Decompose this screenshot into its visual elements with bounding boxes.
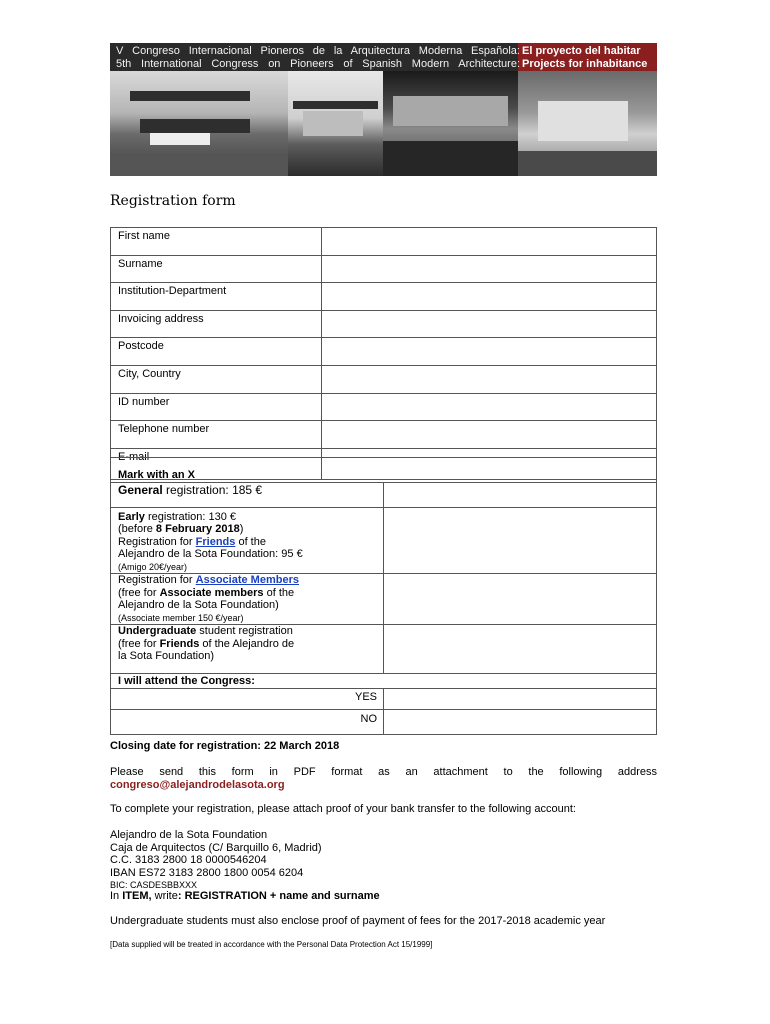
attend-no-box[interactable] [384, 709, 657, 734]
house-photo [288, 71, 383, 176]
attend-header: I will attend the Congress: [111, 674, 657, 689]
closing-date: Closing date for registration: 22 March 2018 [110, 740, 340, 752]
exhibition-photo [518, 71, 657, 176]
personal-field-input[interactable] [322, 255, 657, 283]
attend-yes-label: YES [111, 688, 384, 709]
option-undergrad-box[interactable] [384, 625, 657, 674]
option-early-box[interactable] [384, 507, 657, 574]
personal-field-label: E-mail [111, 448, 322, 479]
congress-email-link[interactable]: congreso@alejandrodelasota.org [110, 779, 285, 791]
option-general-label: General registration: 185 € [111, 482, 384, 507]
bank-iban: IBAN ES72 3183 2800 1800 0054 6204 [110, 866, 304, 879]
attend-yes-box[interactable] [384, 688, 657, 709]
attend-no-row [111, 709, 657, 734]
option-associate-row [111, 574, 657, 625]
personal-field-label: Telephone number [111, 421, 322, 449]
registration-options-table [110, 457, 657, 735]
personal-field-input[interactable] [322, 228, 657, 256]
personal-field-label: Surname [111, 255, 322, 283]
mark-header: Mark with an X [111, 458, 657, 483]
option-general-row [111, 482, 657, 507]
personal-field-input[interactable] [322, 310, 657, 338]
bank-details [110, 829, 657, 892]
building-photo [110, 71, 288, 176]
personal-field-row [111, 338, 657, 366]
bank-holder: Alejandro de la Sota Foundation [110, 829, 268, 841]
personal-field-row [111, 283, 657, 311]
bank-name: Caja de Arquitectos (C/ Barquillo 6, Madrid) [110, 841, 322, 854]
personal-field-row [111, 255, 657, 283]
personal-field-input[interactable] [322, 283, 657, 311]
banner-line2: 5th International Congress on Pioneers of Spanish Modern Architecture: [116, 58, 520, 70]
option-early-row [111, 507, 657, 574]
interior-photo [383, 71, 518, 176]
personal-field-label: ID number [111, 393, 322, 421]
personal-field-row [111, 310, 657, 338]
form-title: Registration form [110, 193, 236, 209]
option-general-box[interactable] [384, 482, 657, 507]
personal-field-input[interactable] [322, 421, 657, 449]
send-instructions: Please send this form in PDF format as an attachment to the following address [110, 766, 657, 778]
personal-field-label: City, Country [111, 365, 322, 393]
personal-field-row [111, 421, 657, 449]
personal-field-label: First name [111, 228, 322, 256]
option-undergrad-row [111, 625, 657, 674]
attend-yes-row [111, 688, 657, 709]
personal-field-row [111, 365, 657, 393]
attend-no-label: NO [111, 709, 384, 734]
friends-link[interactable]: Friends [195, 535, 236, 548]
associate-members-link[interactable]: Associate Members [195, 574, 299, 586]
bank-cc: C.C. 3183 2800 18 0000546204 [110, 854, 267, 866]
option-associate-label: Registration for Associate Members (free for Associate members of the Alejandro de la Sota Foundation) (Associate member 150 €/year) [111, 574, 384, 625]
personal-field-input[interactable] [322, 393, 657, 421]
personal-field-row [111, 228, 657, 256]
banner-line2-right: Projects for inhabitance [522, 58, 648, 70]
congress-banner [110, 43, 657, 176]
bank-bic: BIC: CASDESBBXXX [110, 880, 198, 890]
option-undergrad-label: Undergraduate student registration (free for Friends of the Alejandro de la Sota Foundation) [111, 625, 384, 674]
complete-instructions: To complete your registration, please attach proof of your bank transfer to the following account: [110, 803, 576, 815]
email-address[interactable] [110, 779, 657, 792]
personal-field-label: Postcode [111, 338, 322, 366]
item-instruction: In ITEM, write: REGISTRATION + name and surname [110, 890, 380, 902]
option-early-label: Early registration: 130 € (before 8 February 2018) Registration for Friends of the Alejandro de la Sota Foundation: 95 € (Amigo 20€/year) [111, 507, 384, 574]
option-associate-box[interactable] [384, 574, 657, 625]
banner-line1: V Congreso Internacional Pioneros de la Arquitectura Moderna Española: [116, 45, 520, 57]
banner-photos [110, 71, 657, 176]
data-protection-note: [Data supplied will be treated in accordance with the Personal Data Protection Act 15/1999] [110, 940, 433, 949]
personal-field-input[interactable] [322, 365, 657, 393]
personal-field-input[interactable] [322, 338, 657, 366]
personal-field-label: Institution-Department [111, 283, 322, 311]
personal-field-row [111, 393, 657, 421]
personal-field-label: Invoicing address [111, 310, 322, 338]
banner-line1-right: El proyecto del habitar [522, 45, 641, 57]
undergrad-note: Undergraduate students must also enclose proof of payment of fees for the 2017-2018 academic year [110, 915, 606, 927]
personal-data-table [110, 227, 657, 480]
